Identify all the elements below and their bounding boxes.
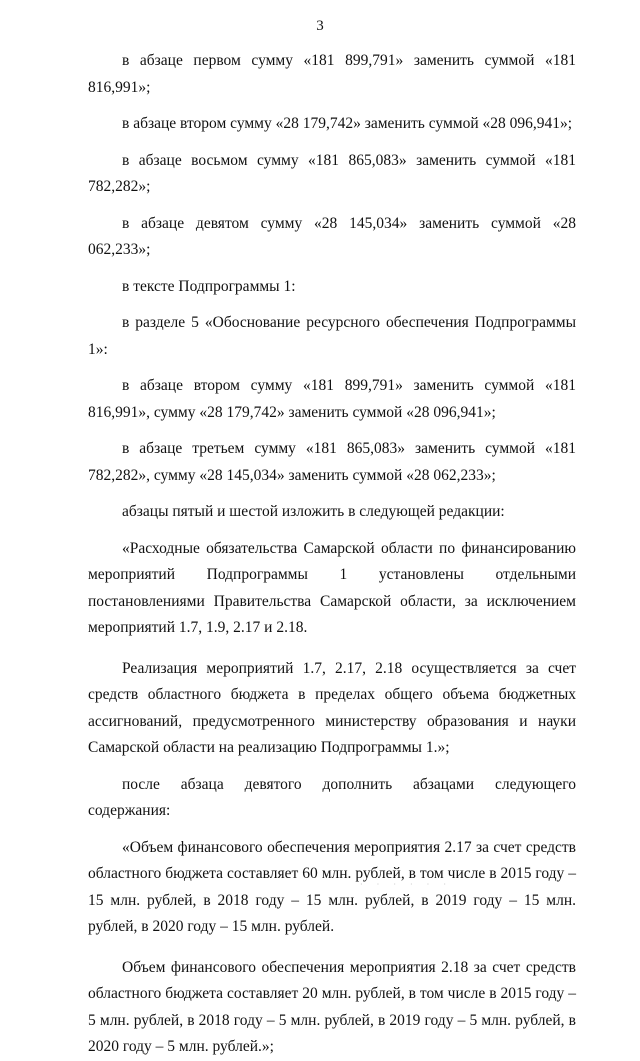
- paragraph: в разделе 5 «Обоснование ресурсного обеспечения Подпрограммы 1»:: [88, 314, 576, 358]
- paragraph: Объем финансового обеспечения мероприятия 2.18 за счет средств областного бюджета составляет 20 млн. рублей, в том числе в 2015 году – 5 млн. рублей, в 2018 году – 5 млн. рублей, в 2019 году – 5 млн. рублей, в 2020 году – 5 млн. рублей.»;: [88, 958, 576, 1055]
- paragraph: в тексте Подпрограммы 1:: [122, 277, 296, 295]
- paragraph: в абзаце первом сумму «181 899,791» заменить суммой «181 816,991»;: [88, 52, 576, 96]
- paragraph: в абзаце восьмом сумму «181 865,083» заменить суммой «181 782,282»;: [88, 151, 576, 195]
- paragraph: «Объем финансового обеспечения мероприятия 2.17 за счет средств областного бюджета составляет 60 млн. рублей, в том числе в 2015 году – 15 млн. рублей, в 2018 году – 15 млн. рублей, в 2019 году – 15 млн. рублей, в 2020 году – 15 млн. рублей.: [88, 838, 576, 935]
- paragraph: Реализация мероприятий 1.7, 2.17, 2.18 осуществляется за счет средств областного бюджета в пределах общего объема бюджетных ассигнований, предусмотренного министерству образования и науки Самарской области на реализацию Подпрограммы 1.»;: [88, 659, 576, 756]
- paragraph: после абзаца девятого дополнить абзацами следующего содержания:: [88, 775, 576, 819]
- paragraph: в абзаце втором сумму «181 899,791» заменить суммой «181 816,991», сумму «28 179,742» заменить суммой «28 096,941»;: [88, 377, 576, 421]
- document-body: [88, 48, 576, 1061]
- paragraph: в абзаце девятом сумму «28 145,034» заменить суммой «28 062,233»;: [88, 214, 576, 258]
- scan-smudge: · · · · · ·: [360, 880, 452, 889]
- paragraph: в абзаце третьем сумму «181 865,083» заменить суммой «181 782,282», сумму «28 145,034» заменить суммой «28 062,233»;: [88, 440, 576, 484]
- paragraph: «Расходные обязательства Самарской области по финансированию мероприятий Подпрограммы 1 установлены отдельными постановлениями Правительства Самарской области, за исключением мероприятий 1.7, 1.9, 2.17 и 2.18.: [88, 539, 576, 636]
- paragraph: в абзаце втором сумму «28 179,742» заменить суммой «28 096,941»;: [122, 115, 573, 132]
- paragraph: абзацы пятый и шестой изложить в следующей редакции:: [122, 503, 505, 520]
- page-number: 3: [316, 18, 324, 34]
